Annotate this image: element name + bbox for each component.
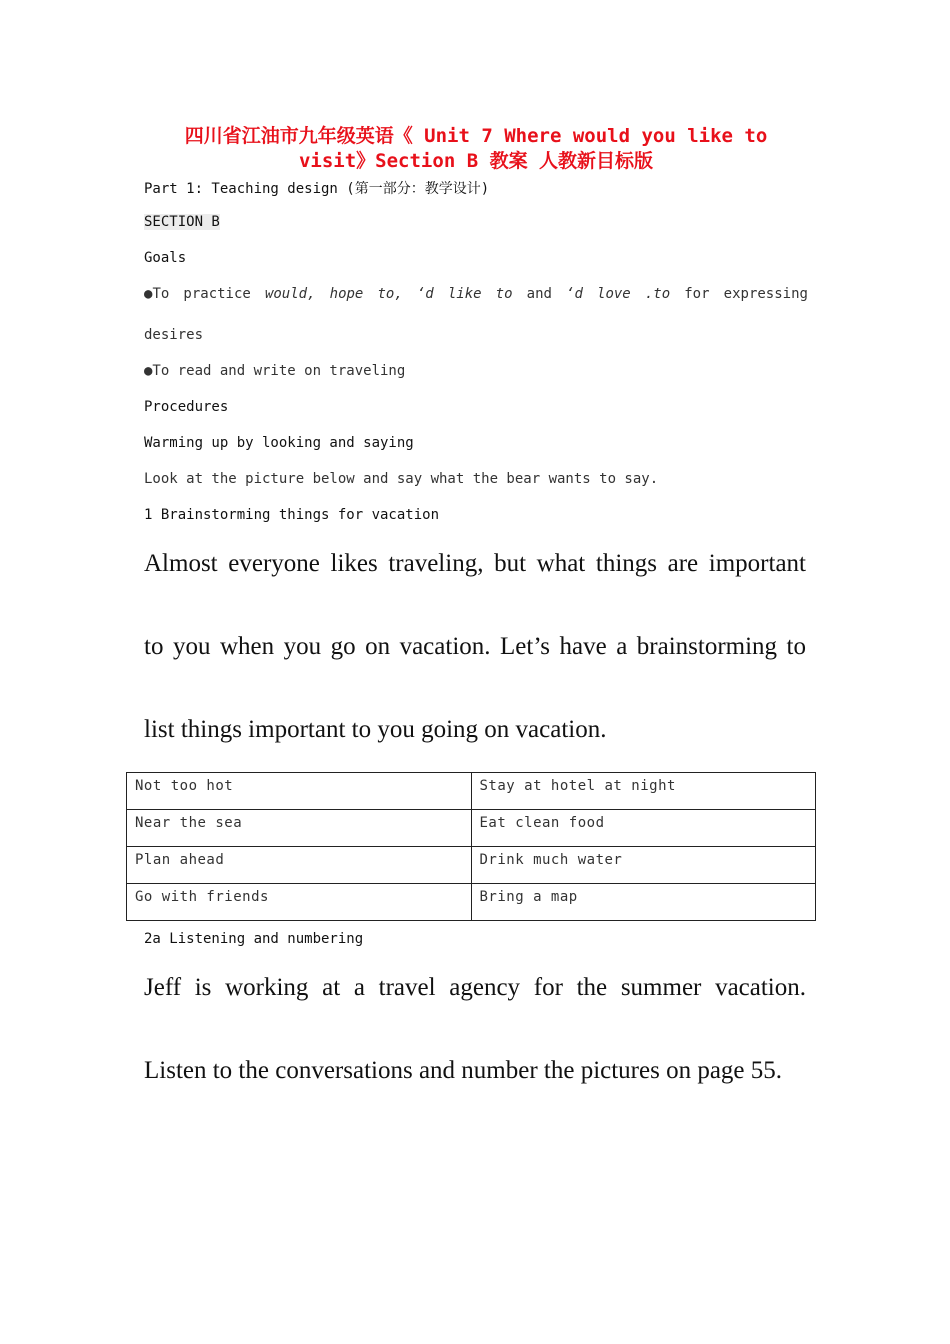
table-cell: Plan ahead (127, 847, 472, 884)
brainstorm-line-1: Almost everyone likes traveling, but what things are important (144, 550, 806, 577)
goal-1-word: to, (377, 286, 403, 302)
section-heading (144, 214, 220, 230)
goal-1-word: expressing (723, 286, 808, 302)
goal-1-word: ‘d (566, 286, 583, 302)
listening-line-1: Jeff is working at a travel agency for the summer vacation. (144, 974, 806, 1001)
goal-1-word: ●To (144, 286, 170, 302)
title-line-2: visit》Section B 教案 人教新目标版 (298, 150, 654, 172)
table-row (127, 847, 816, 884)
warming-heading: Warming up by looking and saying (144, 435, 414, 451)
goal-1-line (144, 286, 808, 302)
things-table (126, 772, 816, 921)
goal-1 (144, 286, 808, 302)
section-label: SECTION B (144, 214, 220, 230)
brainstorm-line-2: to you when you go on vacation. Let’s have a brainstorming to (144, 633, 806, 660)
brainstorm-paragraph (144, 522, 806, 771)
document-title (140, 124, 812, 174)
listening-paragraph (144, 946, 806, 1112)
goal-1-continuation: desires (144, 327, 204, 343)
goal-1-word: ‘d (416, 286, 434, 302)
table-cell: Not too hot (127, 773, 472, 810)
table-cell: Go with friends (127, 884, 472, 921)
goal-1-word: to (495, 286, 513, 302)
table-cell: Stay at hotel at night (471, 773, 816, 810)
part-heading: Part 1: Teaching design (第一部分：教学设计) (144, 181, 490, 197)
title-line-1: 四川省江油市九年级英语《 Unit 7 Where would you like to (184, 125, 768, 147)
goal-1-word: hope (329, 286, 364, 302)
table-row (127, 884, 816, 921)
listening-line-2: Listen to the conversations and number the pictures on page 55. (144, 1057, 783, 1084)
table-cell: Drink much water (471, 847, 816, 884)
goal-1-word: would, (264, 286, 316, 302)
table-row (127, 773, 816, 810)
goal-1-word: love (597, 286, 631, 302)
goal-1-word: for (684, 286, 710, 302)
brainstorm-line-3: list things important to you going on vacation. (144, 716, 607, 743)
goal-1-word: .to (644, 286, 671, 302)
table-row (127, 810, 816, 847)
warming-text: Look at the picture below and say what the bear wants to say. (144, 471, 659, 487)
goal-1-word: and (526, 286, 552, 302)
goal-2: ●To read and write on traveling (144, 363, 406, 379)
listening-heading: 2a Listening and numbering (144, 931, 364, 947)
goal-1-word: practice (183, 286, 251, 302)
procedures-heading: Procedures (144, 399, 229, 415)
brainstorm-heading: 1 Brainstorming things for vacation (144, 507, 440, 523)
table-cell: Eat clean food (471, 810, 816, 847)
goal-1-word: like (447, 286, 482, 302)
table-cell: Bring a map (471, 884, 816, 921)
bullet-icon: ● (144, 286, 153, 302)
table-cell: Near the sea (127, 810, 472, 847)
goals-heading: Goals (144, 250, 187, 266)
